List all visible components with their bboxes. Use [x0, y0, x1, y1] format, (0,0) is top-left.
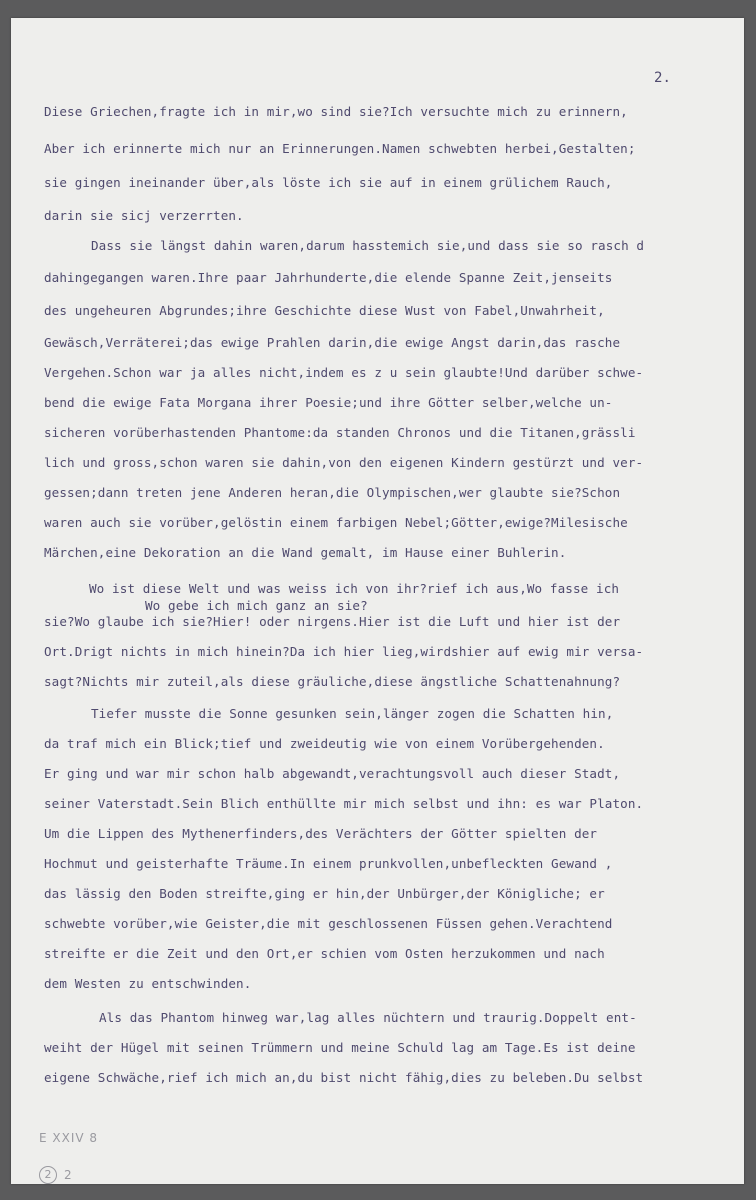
page-number: 2. [654, 70, 672, 86]
text-line: Wo ist diese Welt und was weiss ich von ihr?rief ich aus,Wo fasse ich [89, 581, 620, 596]
circled-suffix: 2 [64, 1168, 72, 1182]
text-line: Gewäsch,Verräterei;das ewige Prahlen darin,die ewige Angst darin,das rasche [44, 335, 621, 350]
text-line: eigene Schwäche,rief ich mich an,du bist nicht fähig,dies zu beleben.Du selbst [44, 1070, 644, 1085]
text-line: gessen;dann treten jene Anderen heran,die Olympischen,wer glaubte sie?Schon [44, 485, 621, 500]
text-line: Märchen,eine Dekoration an die Wand gemalt, im Hause einer Buhlerin. [44, 545, 567, 560]
text-line: darin sie sicj verzerrten. [44, 208, 244, 223]
text-line: waren auch sie vorüber,gelöstin einem farbigen Nebel;Götter,ewige?Milesische [44, 515, 628, 530]
text-line: Wo gebe ich mich ganz an sie? [145, 598, 368, 613]
text-line: dem Westen zu entschwinden. [44, 976, 252, 991]
text-line: streifte er die Zeit und den Ort,er schien vom Osten herzukommen und nach [44, 946, 605, 961]
text-line: sicheren vorüberhastenden Phantome:da standen Chronos und die Titanen,grässli [44, 425, 636, 440]
text-line: Tiefer musste die Sonne gesunken sein,länger zogen die Schatten hin, [91, 706, 614, 721]
text-line: Dass sie längst dahin waren,darum hasstemich sie,und dass sie so rasch d [91, 238, 645, 253]
text-line: Hochmut und geisterhafte Träume.In einem prunkvollen,unbefleckten Gewand , [44, 856, 613, 871]
text-line: schwebte vorüber,wie Geister,die mit geschlossenen Füssen gehen.Verachtend [44, 916, 613, 931]
text-line: seiner Vaterstadt.Sein Blich enthüllte mir mich selbst und ihn: es war Platon. [44, 796, 644, 811]
text-line: Ort.Drigt nichts in mich hinein?Da ich hier lieg,wirdshier auf ewig mir versa- [44, 644, 644, 659]
text-line: sie gingen ineinander über,als löste ich sie auf in einem grülichem Rauch, [44, 175, 613, 190]
archive-signature: E XXIV 8 [39, 1131, 99, 1145]
text-line: Vergehen.Schon war ja alles nicht,indem es z u sein glaubte!Und darüber schwe- [44, 365, 644, 380]
text-line: weiht der Hügel mit seinen Trümmern und meine Schuld lag am Tage.Es ist deine [44, 1040, 636, 1055]
text-line: sagt?Nichts mir zuteil,als diese gräuliche,diese ängstliche Schattenahnung? [44, 674, 621, 689]
text-line: dahingegangen waren.Ihre paar Jahrhunderte,die elende Spanne Zeit,jenseits [44, 270, 613, 285]
text-line: das lässig den Boden streifte,ging er hin,der Unbürger,der Königliche; er [44, 886, 605, 901]
text-line: bend die ewige Fata Morgana ihrer Poesie;und ihre Götter selber,welche un- [44, 395, 613, 410]
text-line: Aber ich erinnerte mich nur an Erinnerungen.Namen schwebten herbei,Gestalten; [44, 141, 636, 156]
text-line: des ungeheuren Abgrundes;ihre Geschichte diese Wust von Fabel,Unwahrheit, [44, 303, 605, 318]
text-line: Diese Griechen,fragte ich in mir,wo sind sie?Ich versuchte mich zu erinnern, [44, 104, 628, 119]
text-line: Er ging und war mir schon halb abgewandt,verachtungsvoll auch dieser Stadt, [44, 766, 621, 781]
text-line: da traf mich ein Blick;tief und zweideutig wie von einem Vorübergehenden. [44, 736, 605, 751]
document-page [11, 18, 744, 1184]
text-line: lich und gross,schon waren sie dahin,von den eigenen Kindern gestürzt und ver- [44, 455, 644, 470]
text-line: Als das Phantom hinweg war,lag alles nüchtern und traurig.Doppelt ent- [99, 1010, 637, 1025]
circled-page-number: 2 [39, 1166, 57, 1184]
text-line: Um die Lippen des Mythenerfinders,des Verächters der Götter spielten der [44, 826, 598, 841]
text-line: sie?Wo glaube ich sie?Hier! oder nirgens.Hier ist die Luft und hier ist der [44, 614, 621, 629]
